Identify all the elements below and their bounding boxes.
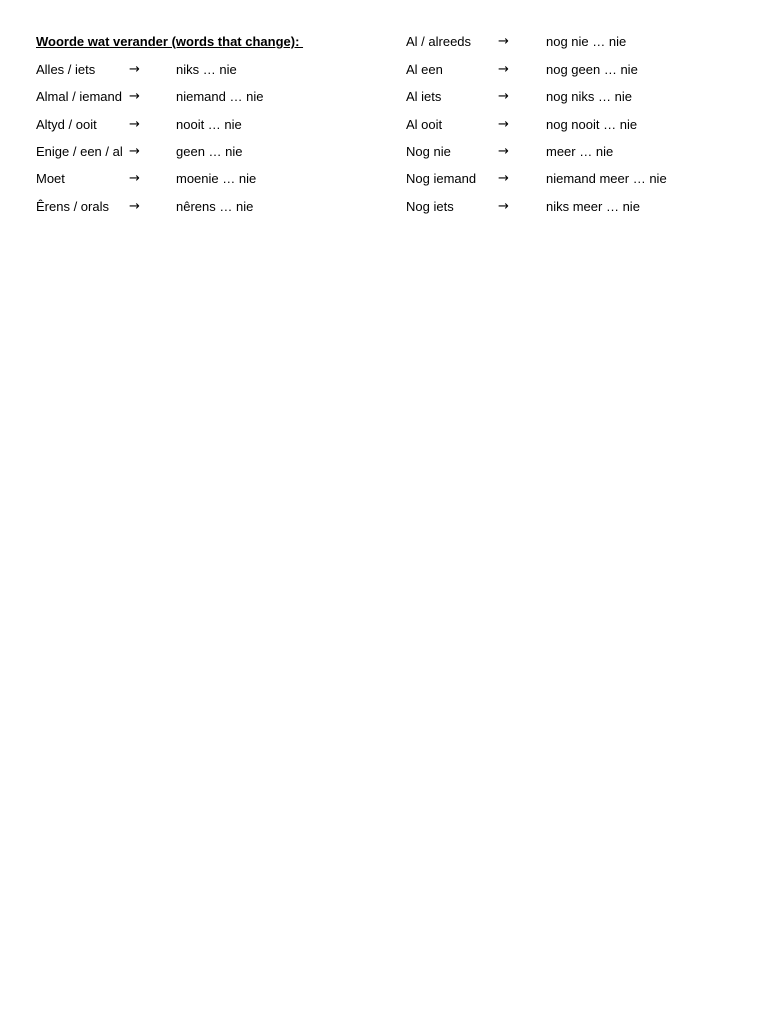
negative-form: meer … nie (546, 144, 614, 159)
word: Almal / iemand (36, 89, 122, 104)
arrow-icon: → (129, 199, 140, 214)
negative-form: niks meer … nie (546, 199, 640, 214)
arrow-icon: → (129, 117, 140, 132)
arrow-icon: → (498, 34, 509, 49)
negative-form: geen … nie (176, 144, 243, 159)
word: Al een (406, 62, 443, 77)
negative-form: niemand meer … nie (546, 171, 667, 186)
arrow-icon: → (498, 89, 509, 104)
arrow-icon: → (498, 144, 509, 159)
word: Nog iemand (406, 171, 477, 186)
arrow-icon: → (498, 171, 509, 186)
negative-form: nog geen … nie (546, 62, 638, 77)
word: Êrens / orals (36, 199, 109, 214)
negative-form: niemand … nie (176, 89, 264, 104)
word: Al ooit (406, 117, 443, 132)
word: Altyd / ooit (36, 117, 97, 132)
arrow-icon: → (498, 199, 509, 214)
section-heading: Woorde wat verander (words that change): (36, 34, 304, 49)
word: Al iets (406, 89, 442, 104)
word: Alles / iets (36, 62, 96, 77)
negative-form: nog niks … nie (546, 89, 632, 104)
negative-form: nooit … nie (176, 117, 242, 132)
word: Moet (36, 171, 65, 186)
negative-form: nog nie … nie (546, 34, 627, 49)
arrow-icon: → (129, 171, 140, 186)
arrow-icon: → (129, 62, 140, 77)
arrow-icon: → (129, 144, 140, 159)
word: Enige / een / al (36, 144, 123, 159)
word: Al / alreeds (406, 34, 472, 49)
word: Nog iets (406, 199, 454, 214)
arrow-icon: → (129, 89, 140, 104)
negative-form: moenie … nie (176, 171, 257, 186)
negative-form: nêrens … nie (176, 199, 254, 214)
arrow-icon: → (498, 117, 509, 132)
negative-form: niks … nie (176, 62, 237, 77)
arrow-icon: → (498, 62, 509, 77)
negative-form: nog nooit … nie (546, 117, 638, 132)
word: Nog nie (406, 144, 451, 159)
